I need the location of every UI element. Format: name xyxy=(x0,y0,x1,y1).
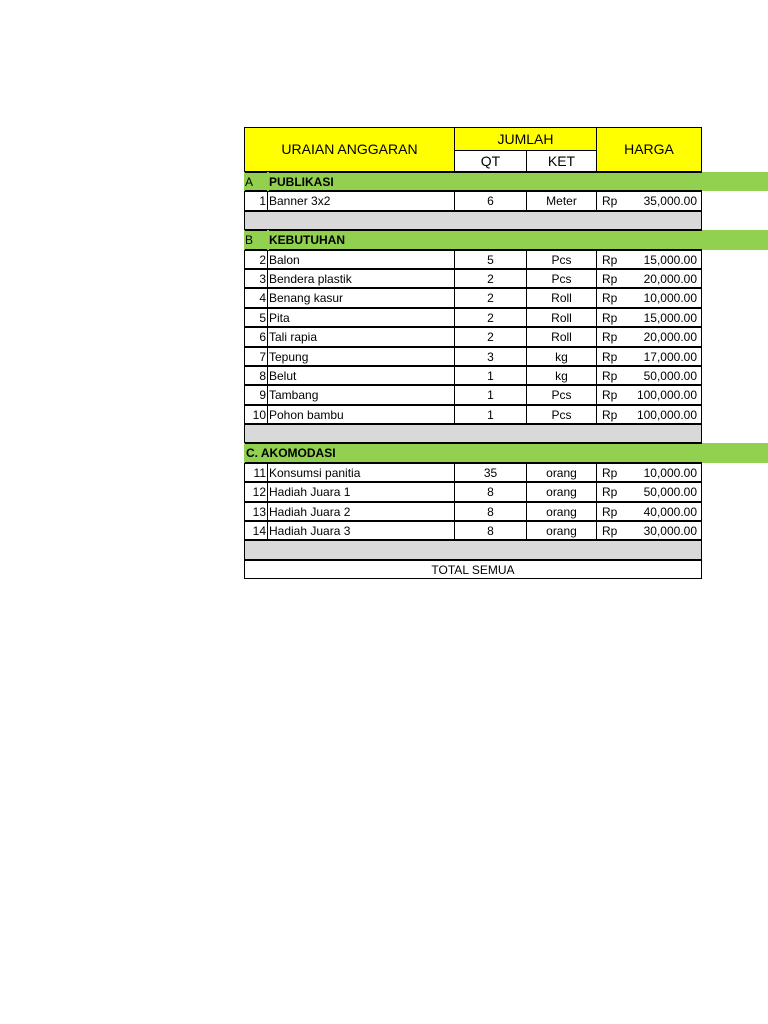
item-number[interactable]: 3 xyxy=(244,269,268,288)
item-number[interactable]: 13 xyxy=(244,502,268,521)
table-row xyxy=(244,250,768,269)
item-quantity[interactable]: 2 xyxy=(454,288,527,307)
item-number[interactable]: 12 xyxy=(244,482,268,501)
table-body xyxy=(244,172,768,560)
separator-band xyxy=(244,540,702,559)
jumlah-header[interactable]: JUMLAH xyxy=(454,127,597,151)
table-row xyxy=(244,521,768,540)
total-row xyxy=(244,560,768,579)
separator-band xyxy=(244,211,702,230)
item-price[interactable]: 10,000.00 xyxy=(619,463,702,482)
item-description[interactable]: Hadiah Juara 2 xyxy=(267,502,455,521)
item-unit[interactable]: kg xyxy=(526,366,597,385)
item-price[interactable]: 15,000.00 xyxy=(619,250,702,269)
item-currency[interactable]: Rp xyxy=(596,366,620,385)
item-unit[interactable]: Meter xyxy=(526,191,597,210)
section-title[interactable]: KEBUTUHAN xyxy=(269,230,702,249)
section-title[interactable]: C. AKOMODASI xyxy=(246,443,702,462)
item-unit[interactable]: Pcs xyxy=(526,250,597,269)
item-price[interactable]: 50,000.00 xyxy=(619,366,702,385)
item-quantity[interactable]: 1 xyxy=(454,366,527,385)
item-price[interactable]: 100,000.00 xyxy=(619,405,702,424)
item-currency[interactable]: Rp xyxy=(596,191,620,210)
item-currency[interactable]: Rp xyxy=(596,327,620,346)
table-row xyxy=(244,405,768,424)
item-price[interactable]: 50,000.00 xyxy=(619,482,702,501)
item-currency[interactable]: Rp xyxy=(596,269,620,288)
item-currency[interactable]: Rp xyxy=(596,405,620,424)
item-unit[interactable]: Pcs xyxy=(526,269,597,288)
item-number[interactable]: 14 xyxy=(244,521,268,540)
item-description[interactable]: Bendera plastik xyxy=(267,269,455,288)
item-number[interactable]: 6 xyxy=(244,327,268,346)
item-unit[interactable]: kg xyxy=(526,347,597,366)
item-number[interactable]: 8 xyxy=(244,366,268,385)
item-number[interactable]: 2 xyxy=(244,250,268,269)
item-quantity[interactable]: 5 xyxy=(454,250,527,269)
table-row xyxy=(244,463,768,482)
item-quantity[interactable]: 8 xyxy=(454,502,527,521)
item-number[interactable]: 9 xyxy=(244,385,268,404)
item-quantity[interactable]: 3 xyxy=(454,347,527,366)
item-unit[interactable]: Pcs xyxy=(526,405,597,424)
table-row xyxy=(244,269,768,288)
harga-header[interactable]: HARGA xyxy=(596,127,702,172)
item-number[interactable]: 4 xyxy=(244,288,268,307)
item-number[interactable]: 11 xyxy=(244,463,268,482)
table-row xyxy=(244,366,768,385)
table-row xyxy=(244,385,768,404)
item-unit[interactable]: orang xyxy=(526,502,597,521)
uraian-header[interactable]: URAIAN ANGGARAN xyxy=(244,127,455,172)
table-header xyxy=(244,127,768,172)
item-description[interactable]: Balon xyxy=(267,250,455,269)
item-price[interactable]: 20,000.00 xyxy=(619,327,702,346)
item-quantity[interactable]: 2 xyxy=(454,327,527,346)
item-description[interactable]: Pohon bambu xyxy=(267,405,455,424)
section-row xyxy=(244,230,768,249)
item-number[interactable]: 5 xyxy=(244,308,268,327)
item-price[interactable]: 15,000.00 xyxy=(619,308,702,327)
item-price[interactable]: 30,000.00 xyxy=(619,521,702,540)
total-label[interactable]: TOTAL SEMUA xyxy=(244,560,702,579)
item-currency[interactable]: Rp xyxy=(596,385,620,404)
item-number[interactable]: 10 xyxy=(244,405,268,424)
item-price[interactable]: 20,000.00 xyxy=(619,269,702,288)
separator-row xyxy=(244,211,768,230)
item-currency[interactable]: Rp xyxy=(596,521,620,540)
item-price[interactable]: 40,000.00 xyxy=(619,502,702,521)
separator-row xyxy=(244,540,768,559)
item-currency[interactable]: Rp xyxy=(596,482,620,501)
item-unit[interactable]: Roll xyxy=(526,308,597,327)
separator-row xyxy=(244,424,768,443)
item-description[interactable]: Benang kasur xyxy=(267,288,455,307)
separator-band xyxy=(244,424,702,443)
item-currency[interactable]: Rp xyxy=(596,502,620,521)
item-currency[interactable]: Rp xyxy=(596,250,620,269)
item-quantity[interactable]: 8 xyxy=(454,482,527,501)
section-letter[interactable]: A xyxy=(245,172,267,191)
item-description[interactable]: Tambang xyxy=(267,385,455,404)
item-quantity[interactable]: 1 xyxy=(454,405,527,424)
table-row xyxy=(244,482,768,501)
table-row xyxy=(244,288,768,307)
item-quantity[interactable]: 6 xyxy=(454,191,527,210)
item-quantity[interactable]: 2 xyxy=(454,269,527,288)
section-row xyxy=(244,172,768,191)
item-description[interactable]: Hadiah Juara 1 xyxy=(267,482,455,501)
item-unit[interactable]: Roll xyxy=(526,327,597,346)
item-price[interactable]: 10,000.00 xyxy=(619,288,702,307)
item-description[interactable]: Tepung xyxy=(267,347,455,366)
item-description[interactable]: Tali rapia xyxy=(267,327,455,346)
item-quantity[interactable]: 8 xyxy=(454,521,527,540)
item-quantity[interactable]: 2 xyxy=(454,308,527,327)
section-row xyxy=(244,443,768,462)
item-currency[interactable]: Rp xyxy=(596,347,620,366)
table-row xyxy=(244,347,768,366)
item-currency[interactable]: Rp xyxy=(596,308,620,327)
item-unit[interactable]: Roll xyxy=(526,288,597,307)
item-currency[interactable]: Rp xyxy=(596,463,620,482)
item-currency[interactable]: Rp xyxy=(596,288,620,307)
item-unit[interactable]: orang xyxy=(526,521,597,540)
section-title[interactable]: PUBLIKASI xyxy=(269,172,702,191)
budget-table xyxy=(244,127,768,579)
item-description[interactable]: Belut xyxy=(267,366,455,385)
item-quantity[interactable]: 1 xyxy=(454,385,527,404)
item-quantity[interactable]: 35 xyxy=(454,463,527,482)
item-description[interactable]: Konsumsi panitia xyxy=(267,463,455,482)
table-row xyxy=(244,308,768,327)
item-description[interactable]: Pita xyxy=(267,308,455,327)
qt-header[interactable]: QT xyxy=(454,150,527,172)
item-unit[interactable]: orang xyxy=(526,482,597,501)
item-unit[interactable]: Pcs xyxy=(526,385,597,404)
table-row xyxy=(244,327,768,346)
item-price[interactable]: 17,000.00 xyxy=(619,347,702,366)
item-description[interactable]: Banner 3x2 xyxy=(267,191,455,210)
item-price[interactable]: 35,000.00 xyxy=(619,191,702,210)
table-row xyxy=(244,502,768,521)
ket-header[interactable]: KET xyxy=(526,150,597,172)
item-description[interactable]: Hadiah Juara 3 xyxy=(267,521,455,540)
item-price[interactable]: 100,000.00 xyxy=(619,385,702,404)
item-number[interactable]: 7 xyxy=(244,347,268,366)
table-row xyxy=(244,191,768,210)
item-number[interactable]: 1 xyxy=(244,191,268,210)
item-unit[interactable]: orang xyxy=(526,463,597,482)
section-letter[interactable]: B xyxy=(245,230,267,249)
